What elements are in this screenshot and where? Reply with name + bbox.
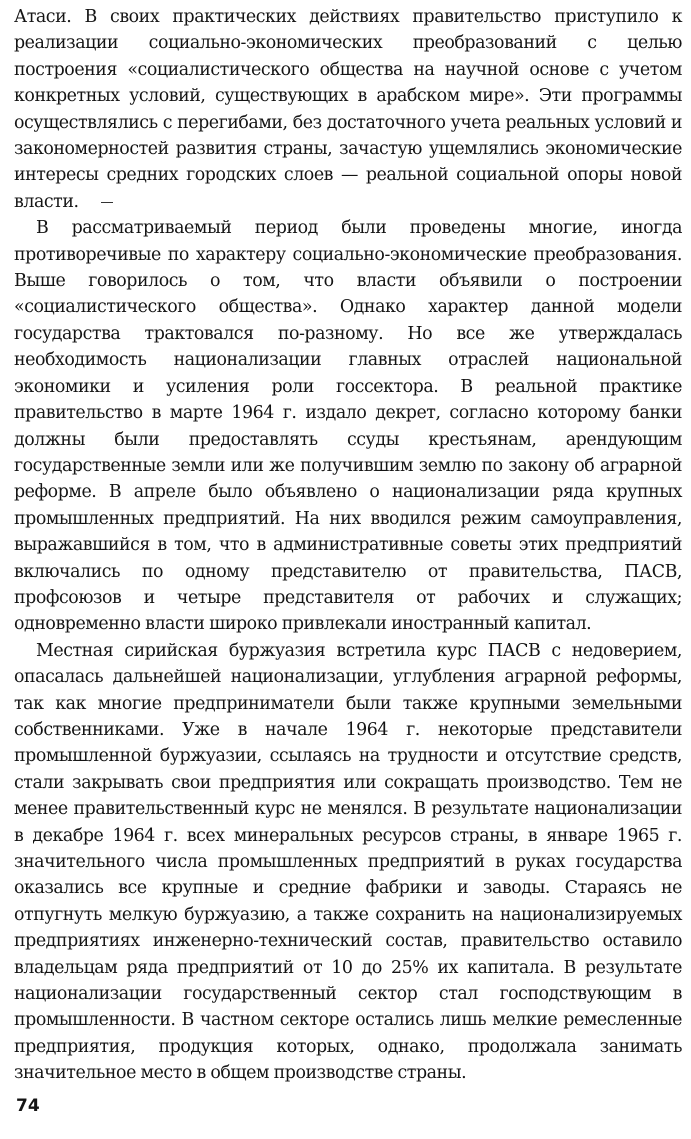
page-number: 74	[16, 1096, 40, 1116]
paragraph-1	[14, 4, 682, 215]
paragraph-2: В рассматриваемый период были проведены многие, иногда противоречивые по характеру социально-экономические преобразования. Выше говорилось о том, что власти объявили о построении «социалистического общества». Однако характер данной модели государства трактовался по-разному. Но все же утверждалась необходимость национализации главных отраслей национальной экономики и усиления роли госсектора. В реальной практике правительство в марте 1964 г. издало декрет, согласно которому банки должны были предоставлять ссуды крестьянам, арендующим государственные земли или же получившим землю по закону об аграрной реформе. В апреле было объявлено о национализации ряда крупных промышленных предприятий. На них вводился режим самоуправления, выражавшийся в том, что в административные советы этих предприятий включались по одному представителю от правительства, ПАСВ, профсоюзов и четыре представителя от рабочих и служащих; одновременно власти широко привлекали иностранный капитал.	[14, 218, 682, 635]
margin-dash-mark	[101, 202, 113, 203]
paragraph-1-text: Атаси. В своих практических действиях правительство приступило к реализации социально-экономических преобразований с целью построения «социалистического общества на научной основе с учетом конкретных условий, существующих в арабском мире». Эти программы осуществлялись с перегибами, без достаточного учета реальных условий и закономерностей развития страны, зачастую ущемлялись экономические интересы средних городских слоев — реальной социальной опоры новой власти.	[14, 7, 682, 212]
page-body	[14, 4, 682, 1087]
paragraph-3: Местная сирийская буржуазия встретила курс ПАСВ с недоверием, опасалась дальнейшей национализации, углубления аграрной реформы, так как многие предприниматели были также крупными земельными собственниками. Уже в начале 1964 г. некоторые представители промышленной буржуазии, ссылаясь на трудности и отсутствие средств, стали закрывать свои предприятия или сокращать производство. Тем не менее правительственный курс не менялся. В результате национализации в декабре 1964 г. всех минеральных ресурсов страны, в январе 1965 г. значительного числа промышленных предприятий в руках государства оказались все крупные и средние фабрики и заводы. Стараясь не отпугнуть мелкую буржуазию, а также сохранить на национализируемых предприятиях инженерно-технический состав, правительство оставило владельцам ряда предприятий от 10 до 25% их капитала. В результате национализации государственный сектор стал господствующим в промышленности. В частном секторе остались лишь мелкие ремесленные предприятия, продукция которых, однако, продолжала занимать значительное место в общем производстве страны.	[14, 640, 682, 1084]
